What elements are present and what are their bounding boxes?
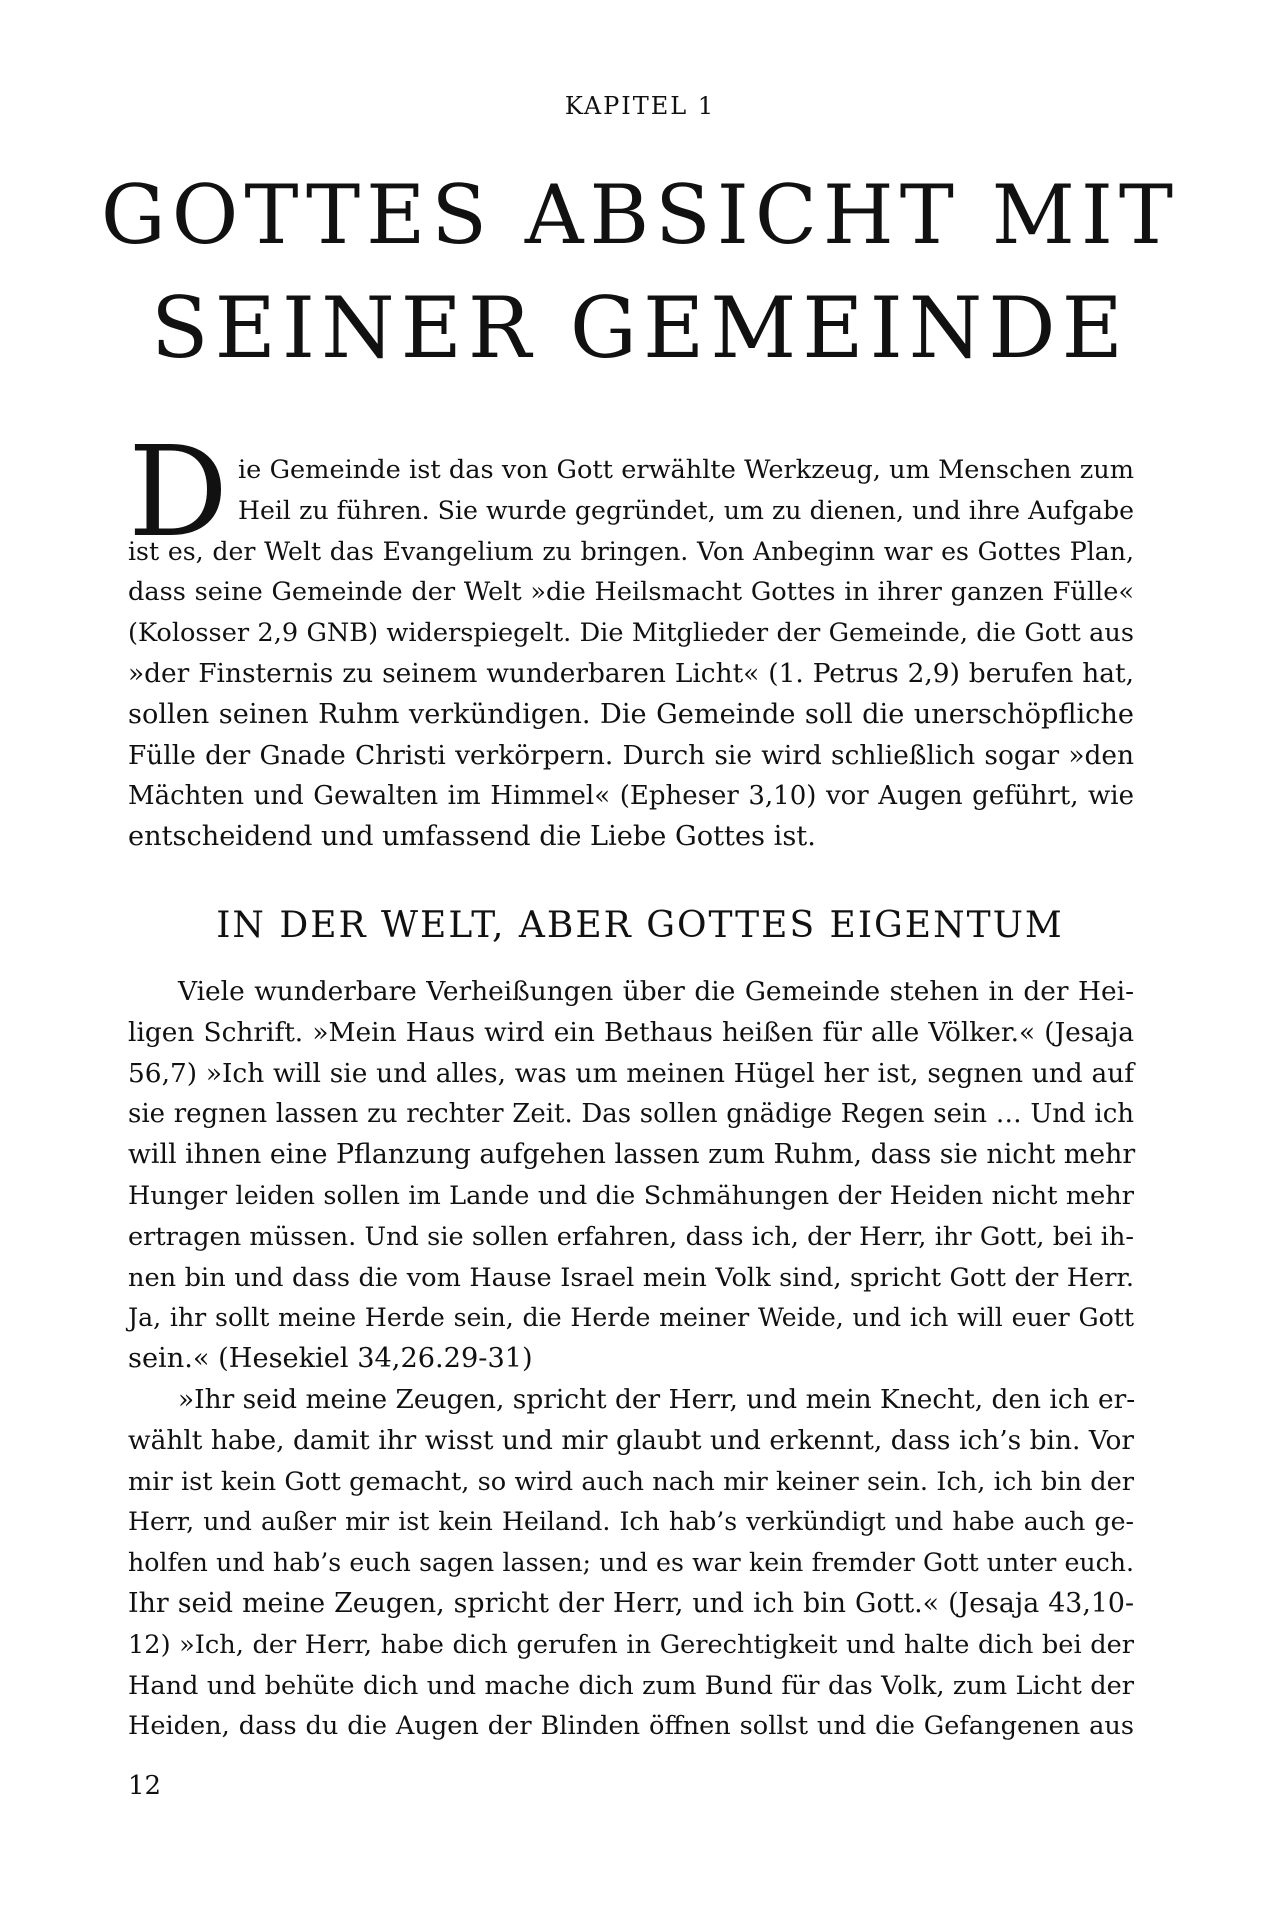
- text-line: ie Gemeinde ist das von Gott erwählte Werkzeug, um Menschen zum: [238, 455, 1134, 485]
- text-line: sollen seinen Ruhm verkündigen. Die Gemeinde soll die unerschöpfliche: [128, 698, 1134, 730]
- text-line: Heiden, dass du die Augen der Blinden öffnen sollst und die Gefangenen aus: [128, 1711, 1134, 1742]
- text-line: »der Finsternis zu seinem wunderbaren Licht« (1. Petrus 2,9) berufen hat,: [128, 657, 1134, 689]
- text-line: sein.« (Hesekiel 34,26.29-31): [128, 1343, 533, 1375]
- text-line: will ihnen eine Pflanzung aufgehen lassen zum Ruhm, dass sie nicht mehr: [128, 1139, 1136, 1171]
- text-line: Herr, und außer mir ist kein Heiland. Ich hab’s verkündigt und habe auch ge-: [128, 1507, 1134, 1537]
- text-line: wählt habe, damit ihr wisst und mir glaubt und erkennt, dass ich’s bin. Vor: [128, 1424, 1134, 1456]
- text-line: Heil zu führen. Sie wurde gegründet, um zu dienen, und ihre Aufgabe: [238, 495, 1134, 525]
- chapter-title-line-2: SEINER GEMEINDE: [151, 279, 1129, 377]
- drop-cap: D: [128, 420, 229, 565]
- text-line: entscheidend und umfassend die Liebe Gottes ist.: [128, 821, 816, 853]
- text-line: mir ist kein Gott gemacht, so wird auch nach mir keiner sein. Ich, ich bin der: [128, 1466, 1134, 1497]
- chapter-title: [100, 160, 1180, 384]
- text-line: ligen Schrift. »Mein Haus wird ein Bethaus heißen für alle Völker.« (Jesaja: [128, 1016, 1134, 1048]
- text-line: (Kolosser 2,9 GNB) widerspiegelt. Die Mitglieder der Gemeinde, die Gott aus: [128, 618, 1134, 649]
- text-line: 56,7) »Ich will sie und alles, was um meinen Hügel her ist, segnen und auf: [128, 1057, 1134, 1089]
- text-line: »Ihr seid meine Zeugen, spricht der Herr, und mein Knecht, den ich er-: [178, 1384, 1136, 1415]
- chapter-label: KAPITEL 1: [564, 92, 716, 120]
- text-line: Mächten und Gewalten im Himmel« (Epheser 3,10) vor Augen geführt, wie: [128, 781, 1134, 812]
- drop-cap-box: [128, 420, 238, 565]
- text-line: holfen und hab’s euch sagen lassen; und es war kein fremder Gott unter euch.: [128, 1548, 1134, 1578]
- text-line: nen bin und dass die vom Hause Israel mein Volk sind, spricht Gott der Herr.: [128, 1262, 1134, 1293]
- body-paragraph-1: [128, 972, 1134, 1380]
- text-line: ertragen müssen. Und sie sollen erfahren, dass ich, der Herr, ihr Gott, bei ih-: [128, 1221, 1134, 1252]
- text-line: Fülle der Gnade Christi verkörpern. Durch sie wird schließlich sogar »den: [128, 739, 1134, 771]
- text-line: Ihr seid meine Zeugen, spricht der Herr, und ich bin Gott.« (Jesaja 43,10-: [128, 1587, 1134, 1619]
- section-heading: IN DER WELT, ABER GOTTES EIGENTUM: [216, 905, 1064, 946]
- text-line: ist es, der Welt das Evangelium zu bringen. Von Anbeginn war es Gottes Plan,: [128, 536, 1134, 566]
- chapter-title-line-1: GOTTES ABSICHT MIT: [100, 169, 1180, 263]
- body-paragraph-2: [128, 1380, 1134, 1747]
- text-line: Hand und behüte dich und mache dich zum Bund für das Volk, zum Licht der: [128, 1670, 1134, 1701]
- intro-paragraph: [128, 420, 1134, 858]
- text-line: Ja, ihr sollt meine Herde sein, die Herde meiner Weide, und ich will euer Gott: [128, 1303, 1134, 1333]
- page-number: 12: [128, 1771, 162, 1801]
- text-line: Hunger leiden sollen im Lande und die Schmähungen der Heiden nicht mehr: [128, 1180, 1134, 1211]
- text-line: Viele wunderbare Verheißungen über die Gemeinde stehen in der Hei-: [178, 976, 1134, 1007]
- text-line: dass seine Gemeinde der Welt »die Heilsmacht Gottes in ihrer ganzen Fülle«: [128, 577, 1134, 608]
- text-line: sie regnen lassen zu rechter Zeit. Das sollen gnädige Regen sein … Und ich: [128, 1099, 1134, 1130]
- text-line: 12) »Ich, der Herr, habe dich gerufen in Gerechtigkeit und halte dich bei der: [128, 1629, 1134, 1660]
